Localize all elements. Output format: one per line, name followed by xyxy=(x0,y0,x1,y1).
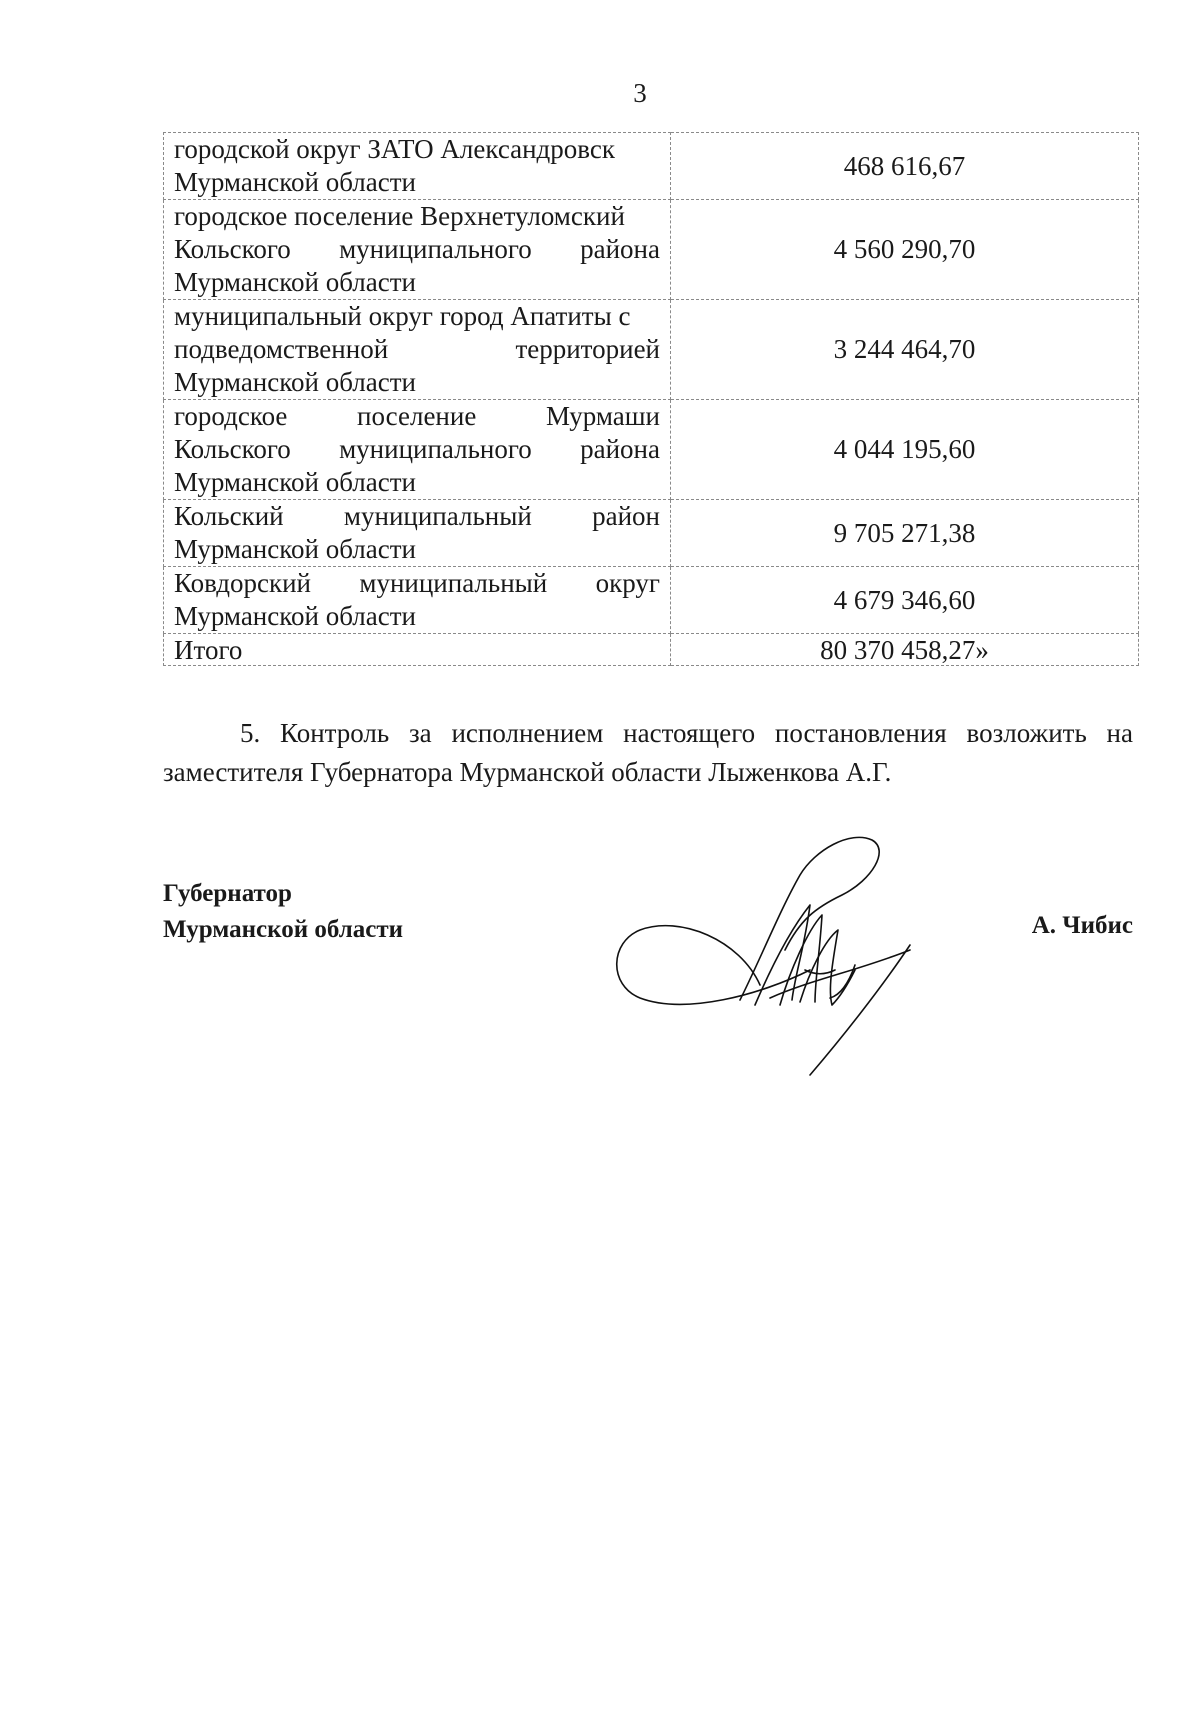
total-label: Итого xyxy=(164,634,671,666)
municipality-name-line: Мурманской области xyxy=(174,167,416,197)
municipality-name-line: городское поселение Мурмаши xyxy=(174,401,660,431)
table-row xyxy=(164,400,1139,500)
total-amount: 80 370 458,27» xyxy=(671,634,1139,666)
allocation-table xyxy=(163,132,1139,666)
municipality-name-cell xyxy=(164,500,671,567)
amount-cell: 4 560 290,70 xyxy=(671,200,1139,300)
municipality-name-line: Мурманской области xyxy=(174,267,416,297)
municipality-name-cell xyxy=(164,400,671,500)
amount-cell: 3 244 464,70 xyxy=(671,300,1139,400)
municipality-name-cell xyxy=(164,300,671,400)
signatory-name: А. Чибис xyxy=(1031,912,1133,939)
amount-cell: 4 044 195,60 xyxy=(671,400,1139,500)
amount-cell: 9 705 271,38 xyxy=(671,500,1139,567)
table-row xyxy=(164,200,1139,300)
table-row xyxy=(164,500,1139,567)
municipality-name-cell xyxy=(164,200,671,300)
municipality-name-line: муниципальный округ город Апатиты с xyxy=(174,301,631,331)
total-row xyxy=(164,634,1139,666)
municipality-name-line: Кольского муниципального района xyxy=(174,234,660,264)
municipality-name-line: Кольский муниципальный район xyxy=(174,501,660,531)
control-paragraph: 5. Контроль за исполнением настоящего постановления возложить на заместителя Губернатора Мурманской области Лыженкова А.Г. xyxy=(163,718,1133,787)
table-row xyxy=(164,567,1139,634)
page-number: 3 xyxy=(633,78,647,108)
signatory-title xyxy=(163,876,403,948)
table-row xyxy=(164,133,1139,200)
municipality-name-cell xyxy=(164,567,671,634)
municipality-name-line: Ковдорский муниципальный округ xyxy=(174,568,660,598)
amount-cell: 468 616,67 xyxy=(671,133,1139,200)
municipality-name-line: городской округ ЗАТО Александровск xyxy=(174,134,615,164)
municipality-name-line: подведомственной территорией xyxy=(174,334,660,364)
handwritten-signature-icon xyxy=(610,820,950,1080)
municipality-name-line: Мурманской области xyxy=(174,601,416,631)
municipality-name-cell xyxy=(164,133,671,200)
municipality-name-line: Мурманской области xyxy=(174,467,416,497)
municipality-name-line: городское поселение Верхнетуломский xyxy=(174,201,625,231)
signatory-title-line: Мурманской области xyxy=(163,916,404,943)
amount-cell: 4 679 346,60 xyxy=(671,567,1139,634)
table-row xyxy=(164,300,1139,400)
municipality-name-line: Кольского муниципального района xyxy=(174,434,660,464)
municipality-name-line: Мурманской области xyxy=(174,534,416,564)
municipality-name-line: Мурманской области xyxy=(174,367,416,397)
signatory-title-line: Губернатор xyxy=(163,880,292,907)
